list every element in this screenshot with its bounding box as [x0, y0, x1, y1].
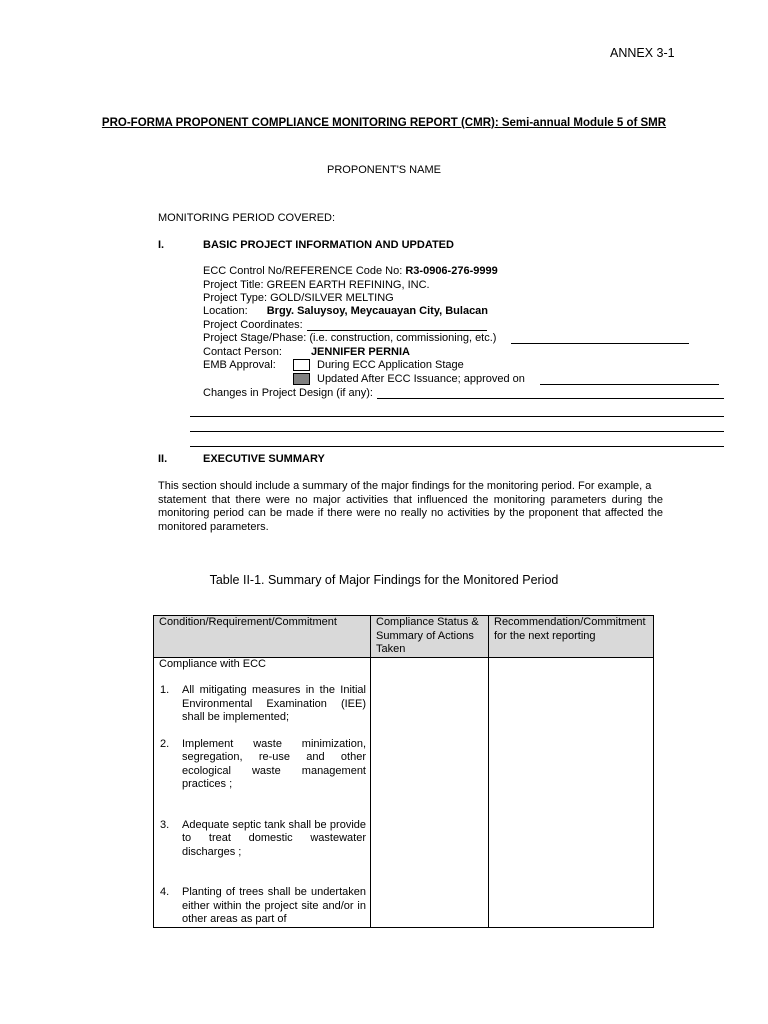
- changes-line-1: [190, 416, 724, 417]
- list-item: 2. Implement waste minimization, segregation, re-use and other ecological waste management practices ;: [160, 737, 366, 790]
- compliance-cell: [371, 657, 489, 927]
- header-recommendation: Recommendation/Commitment for the next reporting: [489, 616, 654, 658]
- location-value: Brgy. Saluysoy, Meycauayan City, Bulacan: [266, 305, 489, 317]
- contact-value: JENNIFER PERNIA: [310, 346, 410, 358]
- emb-option2-label: Updated After ECC Issuance; approved on: [317, 373, 525, 385]
- findings-table: [153, 615, 654, 928]
- condition-cell: [154, 657, 371, 927]
- coordinates-blank: [307, 330, 487, 331]
- table-row: [154, 657, 654, 927]
- recommendation-cell: [489, 657, 654, 927]
- project-title-row: [203, 279, 430, 291]
- section1-heading: BASIC PROJECT INFORMATION AND UPDATED: [203, 239, 454, 251]
- report-title: PRO-FORMA PROPONENT COMPLIANCE MONITORING REPORT (CMR): Semi-annual Module 5 of SMR: [101, 117, 667, 129]
- location-label: Location:: [203, 305, 248, 317]
- contact-row: [203, 346, 410, 358]
- emb-checkbox-during[interactable]: [293, 359, 310, 371]
- approved-on-blank: [540, 384, 719, 385]
- header-compliance: Compliance Status & Summary of Actions Taken: [371, 616, 489, 658]
- changes-label: Changes in Project Design (if any):: [203, 387, 373, 399]
- executive-summary-text: [158, 480, 663, 534]
- emb-option1-label: During ECC Application Stage: [317, 359, 464, 371]
- stage-label: Project Stage/Phase: (i.e. construction, commissioning, etc.): [203, 332, 497, 344]
- contact-label: Contact Person:: [203, 346, 282, 358]
- proponent-name-label: PROPONENT'S NAME: [327, 164, 441, 176]
- changes-line-3: [190, 446, 724, 447]
- ecc-value: R3-0906-276-9999: [405, 265, 498, 277]
- section2-number: II.: [158, 453, 168, 465]
- section2-heading: EXECUTIVE SUMMARY: [203, 453, 325, 465]
- executive-summary-line1: This section should include a summary of the major findings for the monitoring period. For example, a: [158, 480, 652, 492]
- annex-label: ANNEX 3-1: [610, 46, 675, 60]
- executive-summary-rest: statement that there were no major activities that influenced the monitoring parameters during the monitoring period can be made if there were no really no activities by the proponent that affected the monitored parameters.: [158, 493, 663, 533]
- list-item: 4. Planting of trees shall be undertaken either within the project site and/or in other areas as part of: [160, 886, 366, 925]
- emb-label: EMB Approval:: [203, 359, 276, 371]
- project-title-value: GREEN EARTH REFINING, INC.: [266, 279, 430, 291]
- stage-blank: [511, 343, 689, 344]
- location-row: [203, 305, 488, 317]
- emb-option1: [293, 359, 464, 371]
- list-item: 3. Adequate septic tank shall be provide to treat domestic wastewater discharges ;: [160, 818, 366, 858]
- group-label: Compliance with ECC: [159, 657, 266, 670]
- emb-option2: [293, 373, 525, 385]
- ecc-row: [203, 265, 498, 277]
- project-type-label: Project Type:: [203, 292, 267, 304]
- table-header-row: [154, 616, 654, 658]
- ecc-label: ECC Control No/REFERENCE Code No:: [203, 265, 403, 277]
- project-type-value: GOLD/SILVER MELTING: [270, 292, 394, 304]
- project-title-label: Project Title:: [203, 279, 264, 291]
- emb-checkbox-updated[interactable]: [293, 373, 310, 385]
- monitoring-period-label: MONITORING PERIOD COVERED:: [158, 212, 336, 224]
- table-caption: Table II-1. Summary of Major Findings for the Monitored Period: [209, 573, 559, 587]
- changes-blank: [377, 398, 724, 399]
- header-condition: Condition/Requirement/Commitment: [154, 616, 371, 658]
- section1-number: I.: [158, 239, 165, 251]
- coordinates-label: Project Coordinates:: [203, 319, 303, 331]
- changes-line-2: [190, 431, 724, 432]
- project-type-row: [203, 292, 394, 304]
- list-item: 1. All mitigating measures in the Initial Environmental Examination (IEE) shall be implemented;: [160, 684, 366, 723]
